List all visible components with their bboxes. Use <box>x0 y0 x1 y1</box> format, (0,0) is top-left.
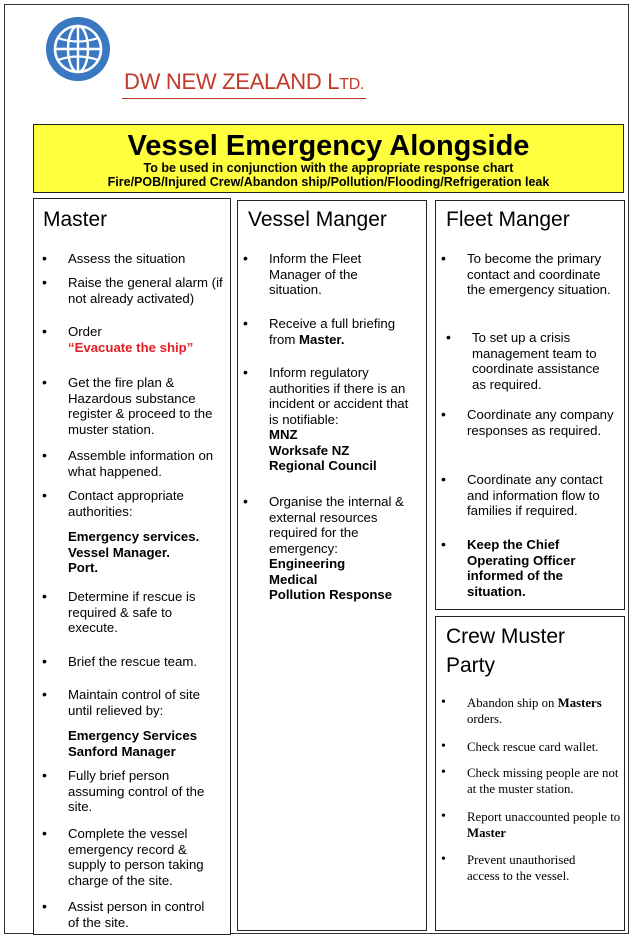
list-item: • Assess the situation <box>68 251 218 267</box>
title-banner <box>33 124 624 193</box>
list-item: • Brief the rescue team. <box>68 654 218 670</box>
list-item: • Check rescue card wallet. <box>467 739 622 755</box>
crew-muster-panel <box>435 616 625 931</box>
list-item: • Coordinate any company responses as required. <box>467 407 617 438</box>
list-item: • Inform regulatory authorities if there is an incident or accident that is notifiable: MNZ Worksafe NZ Regional Council <box>269 365 417 474</box>
list-item: • Complete the vessel emergency record & supply to person taking charge of the site. <box>68 826 226 888</box>
list-item: • Get the fire plan & Hazardous substance register & proceed to the muster station. <box>68 375 218 437</box>
subtitle-line-2: Fire/POB/Injured Crew/Abandon ship/Pollution/Flooding/Refrigeration leak <box>107 175 550 189</box>
list-item: • Raise the general alarm (if not already activated) <box>68 275 226 306</box>
list-item: • To become the primary contact and coordinate the emergency situation. <box>467 251 617 298</box>
company-name: DW NEW ZEALAND LTD. <box>122 69 366 99</box>
list-item: • Coordinate any contact and information flow to families if required. <box>467 472 617 519</box>
list-item: • Assist person in control of the site. <box>68 899 218 930</box>
list-item: • Inform the Fleet Manager of the situation. <box>269 251 389 298</box>
list-item: • To set up a crisis management team to coordinate assistance as required. <box>472 330 612 392</box>
list-item: • Fully brief person assuming control of the site. <box>68 768 218 815</box>
list-item: • Report unaccounted people to Master <box>467 809 622 841</box>
vessel-manager-title: Vessel Manger <box>248 208 387 231</box>
fleet-manager-panel <box>435 200 625 610</box>
globe-logo-icon <box>44 15 112 83</box>
fleet-manager-title: Fleet Manger <box>446 208 570 231</box>
vessel-manager-panel <box>237 200 427 931</box>
evacuate-command: “Evacuate the ship” <box>68 339 194 355</box>
document-page <box>4 4 629 934</box>
list-item: • Receive a full briefing from Master. <box>269 316 409 347</box>
crew-muster-title: Crew Muster Party <box>446 625 566 677</box>
list-item: • Prevent unauthorised access to the vessel. <box>467 852 607 884</box>
list-item: • Determine if rescue is required & safe to execute. <box>68 589 218 636</box>
list-item: • Order “Evacuate the ship” <box>68 324 226 355</box>
master-panel <box>33 198 231 935</box>
list-item: • Maintain control of site until relieved by: Emergency Services Sanford Manager <box>68 687 218 759</box>
list-item: • Check missing people are not at the muster station. <box>467 765 622 797</box>
master-title: Master <box>43 208 108 231</box>
subtitle-line-1: To be used in conjunction with the appropriate response chart <box>143 161 514 175</box>
page-title: Vessel Emergency Alongside <box>127 130 530 162</box>
list-item: • Keep the Chief Operating Officer informed of the situation. <box>467 537 607 599</box>
list-item: • Organise the internal & external resources required for the emergency: Engineering Medical Pollution Response <box>269 494 417 603</box>
list-item: • Assemble information on what happened. <box>68 448 218 479</box>
list-item: • Contact appropriate authorities: Emergency services. Vessel Manager. Port. <box>68 488 218 576</box>
list-item: • Abandon ship on Masters orders. <box>467 695 619 727</box>
